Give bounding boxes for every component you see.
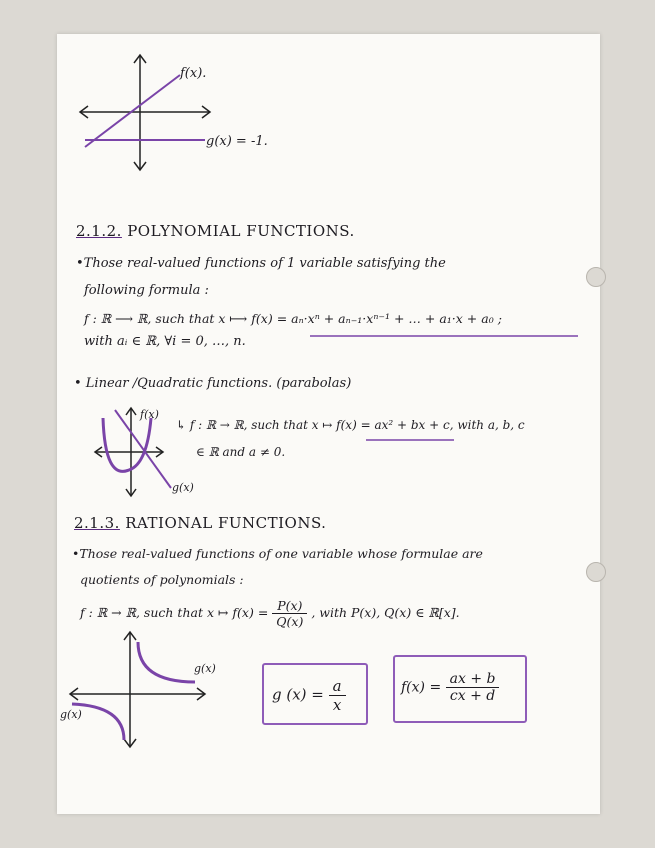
graph-hyperbola <box>70 632 210 752</box>
quadratic-formula: ↳ f : ℝ → ℝ, such that x ↦ f(x) = ax² + bx + c, with a, b, c <box>176 418 525 432</box>
section-title: RATIONAL FUNCTIONS. <box>125 514 327 532</box>
mobius-formula <box>401 671 499 704</box>
section-heading-rational <box>74 514 326 532</box>
polynomial-formula: f : ℝ ⟶ ℝ, such that x ⟼ f(x) = aₙ·xⁿ + aₙ₋₁·xⁿ⁻¹ + … + a₁·x + a₀ ; <box>84 311 502 326</box>
parabola-g-label: g(x) <box>172 481 194 494</box>
section-title: POLYNOMIAL FUNCTIONS. <box>127 222 355 240</box>
polynomial-text-line: •Those real-valued functions of 1 variable satisfying the <box>76 256 446 271</box>
hyperbola-label-left: g(x) <box>60 708 82 721</box>
graph-parabola <box>95 408 175 500</box>
fraction-numerator: a <box>329 677 346 696</box>
graph1-f-label: f(x). <box>180 66 207 81</box>
rational-fraction <box>272 598 307 629</box>
binder-hole <box>586 267 606 287</box>
reciprocal-formula-left: g (x) = <box>272 685 324 704</box>
linear-quadratic-heading: • Linear /Quadratic functions. (parabolas) <box>74 376 352 391</box>
rational-formula <box>80 598 460 629</box>
graph1-g-label: g(x) = -1. <box>206 134 268 149</box>
reciprocal-formula <box>272 677 346 714</box>
rational-text-line: quotients of polynomials : <box>80 572 244 587</box>
binder-hole <box>586 562 606 582</box>
rational-formula-left: f : ℝ → ℝ, such that x ↦ f(x) = <box>80 605 269 620</box>
formula-underline <box>310 334 580 338</box>
hyperbola-label-right: g(x) <box>194 662 216 675</box>
polynomial-text-line: with aᵢ ∈ ℝ, ∀i = 0, …, n. <box>84 334 246 349</box>
section-number: 2.1.2. <box>76 222 122 240</box>
reciprocal-fraction <box>329 677 346 714</box>
fraction-denominator: x <box>332 696 342 714</box>
rational-formula-right: , with P(x), Q(x) ∈ ℝ[x]. <box>311 605 460 620</box>
fraction-numerator: P(x) <box>272 598 307 614</box>
parabola-f-label: f(x) <box>140 408 159 421</box>
fraction-denominator: cx + d <box>449 688 496 704</box>
rational-text-line: •Those real-valued functions of one variable whose formulae are <box>72 546 483 561</box>
section-number: 2.1.3. <box>74 514 120 532</box>
mobius-fraction <box>446 671 500 704</box>
section-heading-polynomial <box>76 222 355 240</box>
mobius-formula-left: f(x) = <box>401 679 442 696</box>
formula-underline <box>366 438 456 442</box>
fraction-denominator: Q(x) <box>276 614 304 629</box>
fraction-numerator: ax + b <box>446 671 500 688</box>
polynomial-text-line: following formula : <box>84 283 209 298</box>
quadratic-formula-conditions: ∈ ℝ and a ≠ 0. <box>196 445 286 459</box>
